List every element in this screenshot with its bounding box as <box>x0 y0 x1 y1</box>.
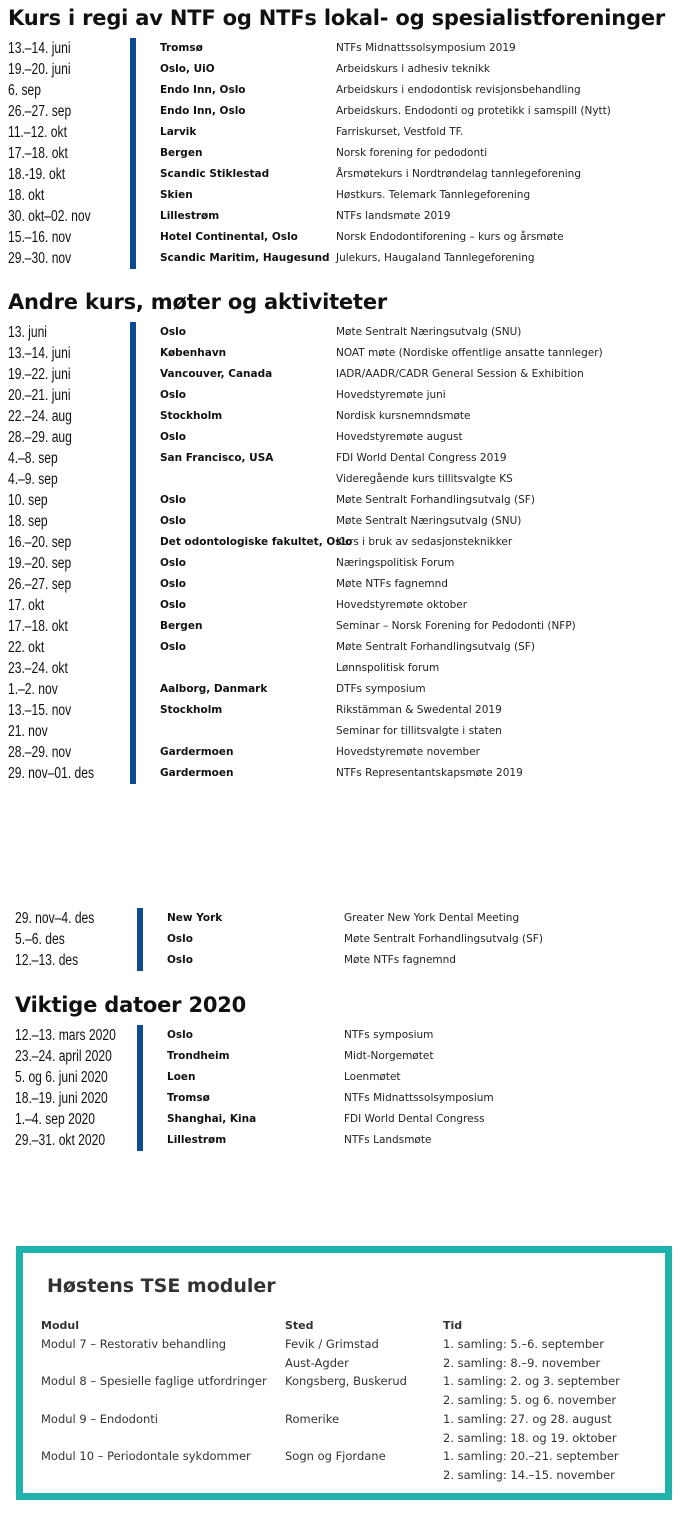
schedule-row <box>8 164 688 185</box>
event-description: NTFs Midnattssolsymposium <box>344 1092 494 1104</box>
event-location: Aalborg, Danmark <box>160 683 268 695</box>
event-location: Loen <box>167 1071 196 1083</box>
event-description: Møte Sentralt Næringsutvalg (SNU) <box>336 515 522 527</box>
event-location: Stockholm <box>160 704 223 716</box>
event-description: Seminar for tillitsvalgte i staten <box>336 725 502 737</box>
event-date: 13. juni <box>8 324 47 341</box>
event-location: Vancouver, Canada <box>160 368 273 380</box>
schedule-row <box>8 700 688 721</box>
event-description: Videregående kurs tillitsvalgte KS <box>336 473 513 485</box>
schedule-row <box>8 185 688 206</box>
tse-tid-cell: 1. samling: 5.–6. september <box>443 1337 604 1351</box>
event-location: Skien <box>160 189 193 201</box>
schedule-row <box>8 143 688 164</box>
event-description: NTFs Representantskapsmøte 2019 <box>336 767 523 779</box>
event-date: 19.–22. juni <box>8 366 71 383</box>
event-description: Møte Sentralt Næringsutvalg (SNU) <box>336 326 522 338</box>
event-description: Møte Sentralt Forhandlingsutvalg (SF) <box>336 494 535 506</box>
schedule-row <box>15 1109 685 1130</box>
event-date: 12.–13. des <box>15 952 79 969</box>
event-location: Hotel Continental, Oslo <box>160 231 298 243</box>
event-description: Norsk Endodontiforening – kurs og årsmøte <box>336 231 564 243</box>
schedule-row <box>8 469 688 490</box>
schedule-row <box>15 1067 685 1088</box>
event-description: NTFs landsmøte 2019 <box>336 210 451 222</box>
event-date: 1.–4. sep 2020 <box>15 1111 95 1128</box>
event-description: FDI World Dental Congress <box>344 1113 485 1125</box>
event-date: 19.–20. juni <box>8 61 71 78</box>
event-location: Gardermoen <box>160 767 234 779</box>
event-description: Arbeidskurs i adhesiv teknikk <box>336 63 491 75</box>
event-location: Trondheim <box>167 1050 230 1062</box>
event-date: 26.–27. sep <box>8 576 72 593</box>
tse-tid-cell: 1. samling: 20.–21. september <box>443 1449 619 1464</box>
event-description: Arbeidskurs. Endodonti og protetikk i samspill (Nytt) <box>336 105 611 117</box>
event-description: Møte NTFs fagnemnd <box>336 578 448 590</box>
event-description: NOAT møte (Nordiske offentlige ansatte tannleger) <box>336 347 603 359</box>
schedule-row <box>8 637 688 658</box>
event-location: Oslo <box>167 1029 193 1041</box>
schedule-row <box>8 406 688 427</box>
event-date: 23.–24. april 2020 <box>15 1048 112 1065</box>
event-location: Endo Inn, Oslo <box>160 105 246 117</box>
event-location: New York <box>167 912 223 924</box>
schedule-row <box>8 679 688 700</box>
tse-sted-cell: Sogn og Fjordane <box>285 1449 386 1464</box>
event-description: NTFs Midnattssolsymposium 2019 <box>336 42 516 54</box>
schedule-table-december <box>15 908 685 971</box>
schedule-row <box>8 322 688 343</box>
event-date: 29.–31. okt 2020 <box>15 1132 106 1149</box>
event-location: København <box>160 347 227 359</box>
event-location: Scandic Stiklestad <box>160 168 270 180</box>
event-description: Møte NTFs fagnemnd <box>344 954 456 966</box>
schedule-row <box>8 59 688 80</box>
event-date: 17.–18. okt <box>8 618 68 635</box>
schedule-row <box>15 1046 685 1067</box>
event-description: Kurs i bruk av sedasjonsteknikker <box>336 536 513 548</box>
event-description: Hovedstyremøte oktober <box>336 599 468 611</box>
event-description: Norsk forening for pedodonti <box>336 147 488 159</box>
schedule-row <box>8 227 688 248</box>
schedule-row <box>15 1130 685 1151</box>
event-date: 16.–20. sep <box>8 534 72 551</box>
schedule-row <box>15 908 685 929</box>
tse-sted-cell: Fevik / Grimstad <box>285 1337 379 1351</box>
event-date: 28.–29. nov <box>8 744 72 761</box>
event-location: Lillestrøm <box>167 1134 227 1146</box>
schedule-row <box>8 511 688 532</box>
schedule-row <box>8 364 688 385</box>
event-location: Endo Inn, Oslo <box>160 84 246 96</box>
schedule-row <box>8 490 688 511</box>
event-date: 1.–2. nov <box>8 681 58 698</box>
event-location: Stockholm <box>160 410 223 422</box>
event-description: Lønnspolitisk forum <box>336 662 440 674</box>
tse-sted-cell: Kongsberg, Buskerud <box>285 1374 407 1389</box>
event-date: 13.–15. nov <box>8 702 72 719</box>
event-date: 22. okt <box>8 639 45 656</box>
schedule-row <box>8 742 688 763</box>
schedule-row <box>8 595 688 616</box>
tse-modul-cell: Modul 9 – Endodonti <box>41 1411 158 1426</box>
schedule-row <box>8 658 688 679</box>
event-date: 29. nov–4. des <box>15 910 95 927</box>
event-location: Bergen <box>160 147 203 159</box>
tse-modul-cell: Modul 8 – Spesielle faglige utfordringer <box>41 1374 267 1389</box>
event-location: Oslo, UiO <box>160 63 215 75</box>
event-location: Larvik <box>160 126 197 138</box>
event-date: 18. sep <box>8 513 48 530</box>
event-location: Det odontologiske fakultet, Oslo <box>160 536 353 548</box>
event-date: 13.–14. juni <box>8 40 71 57</box>
event-date: 26.–27. sep <box>8 103 72 120</box>
event-description: Møte Sentralt Forhandlingsutvalg (SF) <box>344 933 543 945</box>
schedule-row <box>15 1025 685 1046</box>
event-location: Tromsø <box>167 1092 210 1104</box>
event-description: Næringspolitisk Forum <box>336 557 455 569</box>
event-date: 30. okt–02. nov <box>8 208 91 225</box>
event-location: Oslo <box>160 389 186 401</box>
event-description: NTFs symposium <box>344 1029 434 1041</box>
event-location: Oslo <box>160 326 186 338</box>
event-date: 11.–12. okt <box>8 124 67 141</box>
event-description: Årsmøtekurs i Nordtrøndelag tannlegeforening <box>336 168 581 180</box>
tse-modules-box <box>16 1246 672 1500</box>
tse-tid-cell: 1. samling: 27. og 28. august <box>443 1411 612 1426</box>
event-description: Loenmøtet <box>344 1071 401 1083</box>
event-date: 13.–14. juni <box>8 345 71 362</box>
section-title-important-dates-2020: Viktige datoer 2020 <box>15 993 247 1017</box>
event-description: NTFs Landsmøte <box>344 1134 432 1146</box>
event-description: Midt-Norgemøtet <box>344 1050 434 1062</box>
schedule-row <box>8 616 688 637</box>
event-description: Seminar – Norsk Forening for Pedodonti (NFP) <box>336 620 576 632</box>
section-title-ntf-courses: Kurs i regi av NTF og NTFs lokal- og spesialistforeninger <box>8 6 666 30</box>
event-location: Oslo <box>160 641 186 653</box>
schedule-row <box>8 553 688 574</box>
tse-modul-cell: Modul 7 – Restorativ behandling <box>41 1337 227 1351</box>
event-description: Farriskurset, Vestfold TF. <box>336 126 464 138</box>
schedule-row <box>8 38 688 59</box>
event-date: 5. og 6. juni 2020 <box>15 1069 108 1086</box>
schedule-row <box>8 343 688 364</box>
event-description: Greater New York Dental Meeting <box>344 912 520 924</box>
schedule-row <box>15 1088 685 1109</box>
tse-tid-cell: 2. samling: 14.–15. november <box>443 1467 615 1482</box>
event-location: Oslo <box>160 599 186 611</box>
event-date: 17. okt <box>8 597 45 614</box>
event-location: Lillestrøm <box>160 210 220 222</box>
event-date: 23.–24. okt <box>8 660 68 677</box>
event-date: 17.–18. okt <box>8 145 68 162</box>
schedule-row <box>8 385 688 406</box>
event-description: Høstkurs. Telemark Tannlegeforening <box>336 189 531 201</box>
tse-tid-cell: 2. samling: 8.–9. november <box>443 1355 601 1370</box>
tse-header-tid: Tid <box>443 1319 463 1332</box>
event-date: 5.–6. des <box>15 931 65 948</box>
schedule-row <box>8 122 688 143</box>
event-date: 18.-19. okt <box>8 166 66 183</box>
event-date: 4.–8. sep <box>8 450 58 467</box>
event-location: Tromsø <box>160 42 203 54</box>
event-location: Oslo <box>160 578 186 590</box>
event-location: Gardermoen <box>160 746 234 758</box>
event-location: Oslo <box>160 515 186 527</box>
event-description: Hovedstyremøte august <box>336 431 463 443</box>
tse-header-modul: Modul <box>41 1319 79 1332</box>
event-description: Julekurs, Haugaland Tannlegeforening <box>336 252 535 264</box>
schedule-row <box>8 248 688 269</box>
schedule-table-ntf-courses <box>8 38 688 269</box>
event-description: Hovedstyremøte juni <box>336 389 446 401</box>
event-location: Oslo <box>167 954 193 966</box>
tse-title: Høstens TSE moduler <box>47 1275 276 1297</box>
event-date: 29.–30. nov <box>8 250 72 267</box>
schedule-row <box>8 532 688 553</box>
event-description: Hovedstyremøte november <box>336 746 480 758</box>
schedule-row <box>8 206 688 227</box>
section-title-other-activities: Andre kurs, møter og aktiviteter <box>8 290 388 314</box>
event-date: 4.–9. sep <box>8 471 58 488</box>
event-date: 18. okt <box>8 187 45 204</box>
schedule-row <box>8 574 688 595</box>
schedule-row <box>15 929 685 950</box>
event-description: Møte Sentralt Forhandlingsutvalg (SF) <box>336 641 535 653</box>
event-location: Oslo <box>160 557 186 569</box>
event-description: Nordisk kursnemndsmøte <box>336 410 471 422</box>
event-date: 29. nov–01. des <box>8 765 95 782</box>
schedule-row <box>8 427 688 448</box>
schedule-table-important-dates-2020 <box>15 1025 685 1151</box>
schedule-row <box>8 80 688 101</box>
event-location: Bergen <box>160 620 203 632</box>
event-location: Oslo <box>160 431 186 443</box>
event-date: 19.–20. sep <box>8 555 72 572</box>
schedule-row <box>15 950 685 971</box>
event-date: 18.–19. juni 2020 <box>15 1090 108 1107</box>
event-location: Scandic Maritim, Haugesund <box>160 252 330 264</box>
event-date: 22.–24. aug <box>8 408 72 425</box>
schedule-row <box>8 721 688 742</box>
event-date: 20.–21. juni <box>8 387 71 404</box>
event-date: 15.–16. nov <box>8 229 72 246</box>
event-date: 28.–29. aug <box>8 429 72 446</box>
schedule-row <box>8 448 688 469</box>
event-description: IADR/AADR/CADR General Session & Exhibition <box>336 368 584 380</box>
schedule-row <box>8 763 688 784</box>
event-date: 12.–13. mars 2020 <box>15 1027 116 1044</box>
tse-header-sted: Sted <box>285 1319 314 1332</box>
event-date: 6. sep <box>8 82 41 99</box>
tse-tid-cell: 2. samling: 5. og 6. november <box>443 1393 617 1408</box>
event-date: 21. nov <box>8 723 48 740</box>
event-location: Shanghai, Kina <box>167 1113 257 1125</box>
tse-tid-cell: 2. samling: 18. og 19. oktober <box>443 1430 617 1445</box>
tse-tid-cell: 1. samling: 2. og 3. september <box>443 1374 620 1389</box>
event-location: Oslo <box>167 933 193 945</box>
tse-sted-cell: Romerike <box>285 1411 340 1426</box>
event-location: Oslo <box>160 494 186 506</box>
tse-modul-cell: Modul 10 – Periodontale sykdommer <box>41 1449 251 1464</box>
event-location: San Francisco, USA <box>160 452 274 464</box>
event-description: DTFs symposium <box>336 683 426 695</box>
event-description: Rikstämman & Swedental 2019 <box>336 704 502 716</box>
event-date: 10. sep <box>8 492 48 509</box>
event-description: FDI World Dental Congress 2019 <box>336 452 507 464</box>
event-description: Arbeidskurs i endodontisk revisjonsbehandling <box>336 84 581 96</box>
schedule-row <box>8 101 688 122</box>
tse-sted-cell: Aust-Agder <box>285 1355 349 1370</box>
schedule-table-other-activities <box>8 322 688 784</box>
